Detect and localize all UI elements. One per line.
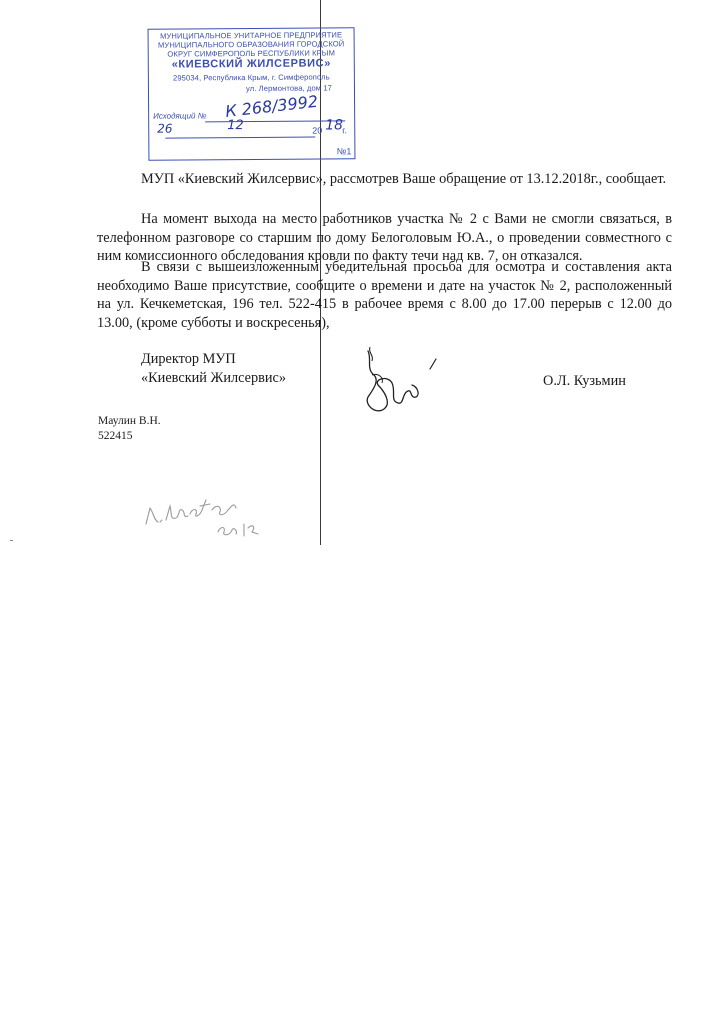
executor-name: Маулин В.Н. — [98, 415, 161, 427]
signatory-position-line-2: «Киевский Жилсервис» — [141, 370, 287, 386]
stamp-outgoing-label: Исходящий № — [153, 111, 207, 121]
stamp-line-1: МУНИЦИПАЛЬНОЕ УНИТАРНОЕ ПРЕДПРИЯТИЕ — [160, 30, 343, 41]
stamp-address-1: 295034, Республика Крым, г. Симферополь — [172, 72, 330, 83]
body-paragraph-2: На момент выхода на место работников участка № 2 с Вами не смогли связаться, в телефонном разговоре со старшим по дому Белоголовым Ю.А., о проведении совместного с ним комиссионного обследования кровли по факту течи над кв. 7, он отказался. — [97, 211, 672, 265]
stamp-handwritten-month: 12 — [227, 118, 244, 134]
stamp-handwritten-day: 26 — [157, 121, 173, 136]
stamp-number: №1 — [336, 146, 352, 157]
stamp-handwritten-ref: К 268/3992 — [224, 91, 319, 121]
stamp-year-prefix: 20 — [312, 125, 323, 136]
handwritten-signature — [354, 345, 444, 425]
stamp-date-line — [165, 137, 315, 139]
stamp-handwritten-year: 18 — [325, 117, 344, 134]
stamp-year-suffix: г. — [342, 125, 347, 136]
signatory-position-line-1: Директор МУП — [141, 351, 236, 367]
stamp-address-2: ул. Лермонтова, дом 17 — [245, 83, 332, 94]
scan-speck — [10, 540, 13, 541]
body-paragraph-3: В связи с вышеизложенным убедительная просьба для осмотра и составления акта необходимо Ваше присутствие, сообщите о времени и дате на участок № 2, расположенный на ул. Кечкеметская, 196 тел. 522-415 в рабочее время с 8.00 до 17.00 перерыв с 12.00 до 13.00, (кроме субботы и воскресенья), — [97, 259, 672, 331]
registration-stamp — [148, 27, 356, 160]
stamp-line-2: МУНИЦИПАЛЬНОГО ОБРАЗОВАНИЯ ГОРОДСКОЙ — [157, 39, 345, 50]
executor-block — [98, 414, 161, 444]
executor-phone: 522415 — [98, 430, 133, 442]
signatory-position — [141, 350, 286, 388]
stamp-line-3: ОКРУГ СИМФЕРОПОЛЬ РЕСПУБЛИКИ КРЫМ — [167, 48, 336, 59]
body-paragraph-1: МУП «Киевский Жилсервис», рассмотрев Ваше обращение от 13.12.2018г., сообщает. — [141, 171, 667, 187]
signatory-name: О.Л. Кузьмин — [543, 373, 626, 389]
pencil-handwritten-note — [140, 480, 270, 540]
stamp-org-name: «КИЕВСКИЙ ЖИЛСЕРВИС» — [171, 57, 331, 71]
